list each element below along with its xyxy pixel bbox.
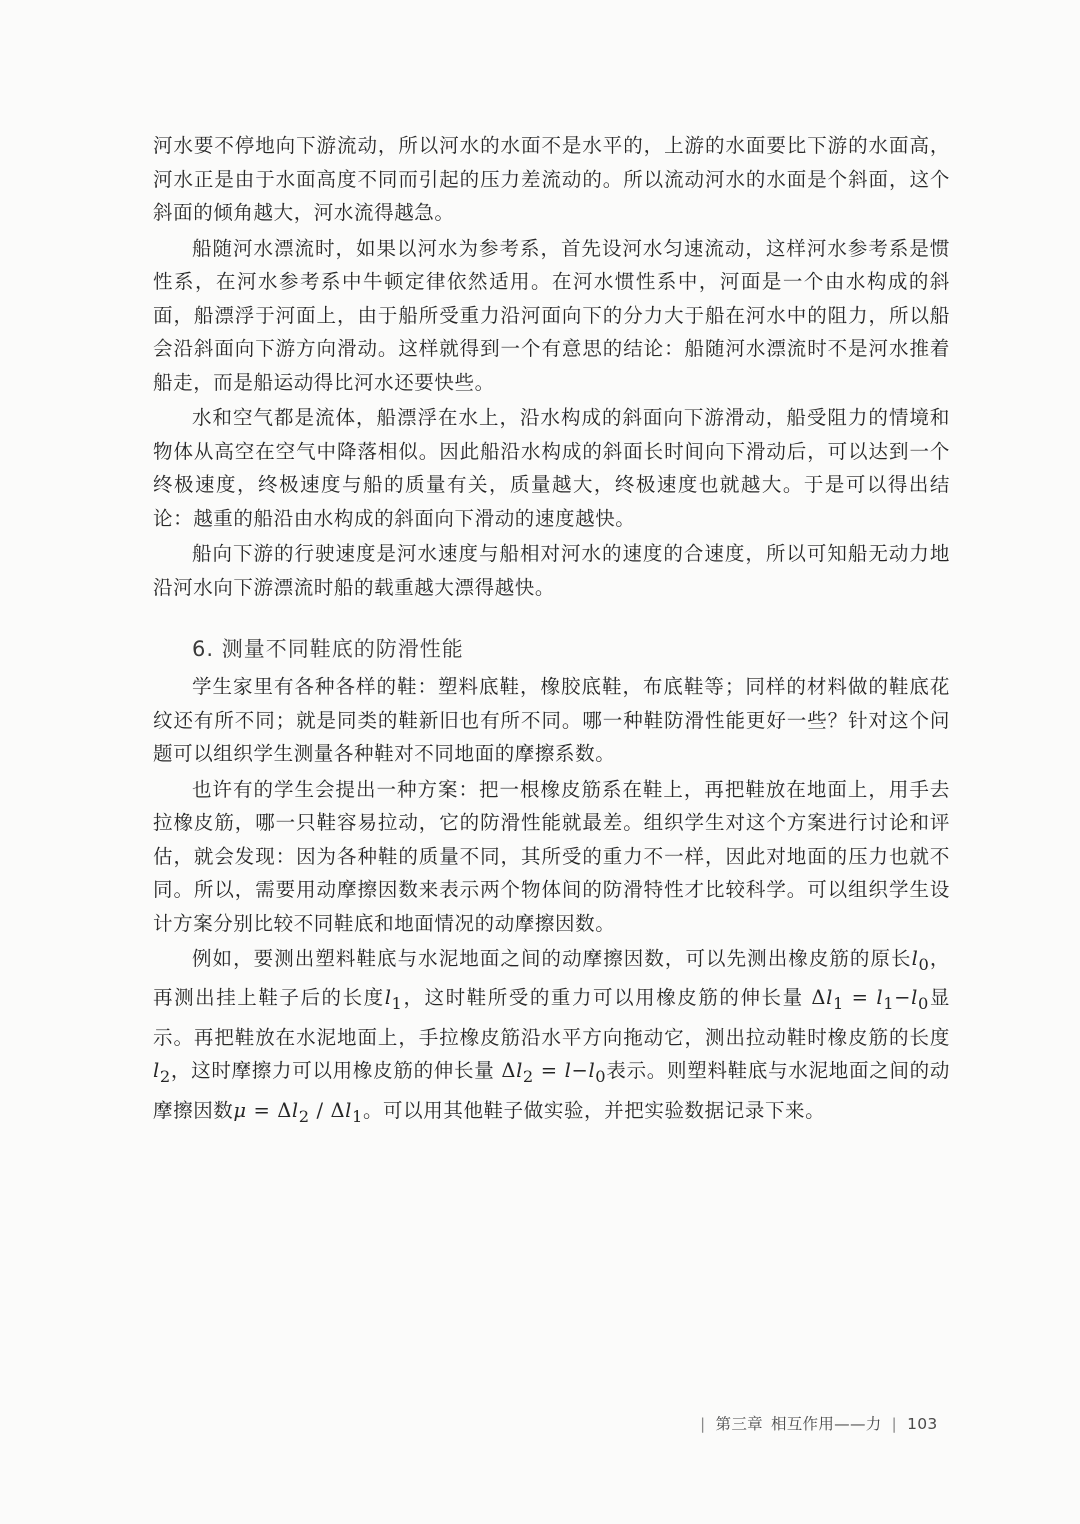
paragraph: 河水要不停地向下游流动，所以河水的水面不是水平的，上游的水面要比下游的水面高，河水正是由于水面高度不同而引起的压力差流动的。所以流动河水的水面是个斜面，这个斜面的倾角越大，河水流得越急。: [153, 134, 950, 224]
page-footer: [690, 1412, 938, 1434]
section-number: 6.: [192, 637, 215, 661]
section-heading: [192, 633, 464, 663]
paragraph: 也许有的学生会提出一种方案：把一根橡皮筋系在鞋上，再把鞋放在地面上，用手去拉橡皮筋，哪一只鞋容易拉动，它的防滑性能就最差。组织学生对这个方案进行讨论和评估，就会发现：因为各种鞋的质量不同，其所受的重力不一样，因此对地面的压力也就不同。所以，需要用动摩擦因数来表示两个物体间的防滑特性才比较科学。可以组织学生设计方案分别比较不同鞋底和地面情况的动摩擦因数。: [153, 777, 950, 935]
body-text-section: [153, 670, 950, 1135]
paragraph: 船随河水漂流时，如果以河水为参考系，首先设河水匀速流动，这样河水参考系是惯性系，在河水参考系中牛顿定律依然适用。在河水惯性系中，河面是一个由水构成的斜面，船漂浮于河面上，由于船所受重力沿河面向下的分力大于船在河水中的阻力，所以船会沿斜面向下游方向滑动。这样就得到一个有意思的结论：船随河水漂流时不是河水推着船走，而是船运动得比河水还要快些。: [153, 236, 950, 394]
footer-chapter-title: 相互作用——力: [770, 1415, 882, 1433]
footer-divider: |: [700, 1415, 706, 1433]
section-title: 测量不同鞋底的防滑性能: [221, 637, 464, 661]
example-paragraph: 例如，要测出塑料鞋底与水泥地面之间的动摩擦因数，可以先测出橡皮筋的原长$l_0$，再测出挂上鞋子后的长度$l_1$，这时鞋所受的重力可以用橡皮筋的伸长量 $\Delta l_1 = l_1-l_0$显示。再把鞋放在水泥地面上，手拉橡皮筋沿水平方向拖动它，测出拉动鞋时橡皮筋的长度$l_2$，这时摩擦力可以用橡皮筋的伸长量 $\Delta l_2 = l-l_0$表示。则塑料鞋底与水泥地面之间的动摩擦因数$\mu = \Delta l_2 / \Delta l_1$。可以用其他鞋子做实验，并把实验数据记录下来。: [153, 947, 950, 1126]
footer-divider: |: [891, 1415, 898, 1433]
paragraph: 水和空气都是流体，船漂浮在水上，沿水构成的斜面向下游滑动，船受阻力的情境和物体从高空在空气中降落相似。因此船沿水构成的斜面长时间向下滑动后，可以达到一个终极速度，终极速度与船的质量有关，质量越大，终极速度也就越大。于是可以得出结论：越重的船沿由水构成的斜面向下滑动的速度越快。: [153, 406, 950, 530]
paragraph: 学生家里有各种各样的鞋：塑料底鞋，橡胶底鞋，布底鞋等；同样的材料做的鞋底花纹还有所不同；就是同类的鞋新旧也有所不同。哪一种鞋防滑性能更好一些？针对这个问题可以组织学生测量各种鞋对不同地面的摩擦系数。: [153, 675, 950, 765]
body-text-top: [153, 129, 950, 606]
footer-chapter: 第三章: [715, 1415, 763, 1433]
paragraph: 船向下游的行驶速度是河水速度与船相对河水的速度的合速度，所以可知船无动力地沿河水向下游漂流时船的载重越大漂得越快。: [153, 542, 950, 599]
page-number: 103: [907, 1415, 938, 1433]
